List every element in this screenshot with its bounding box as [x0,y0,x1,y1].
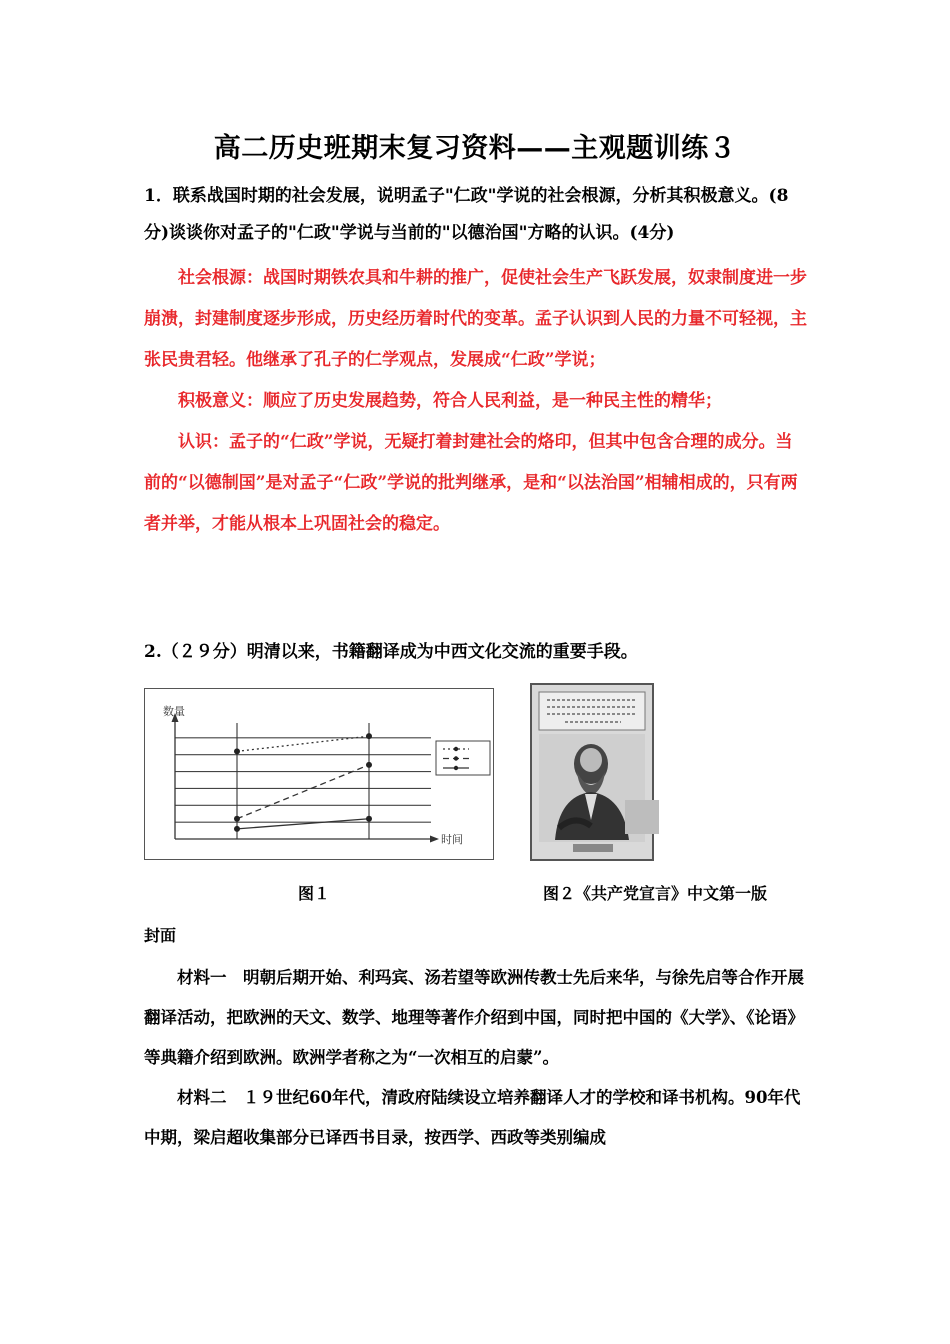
series-line-2 [237,765,369,819]
series-3-point-2 [366,816,372,822]
legend-marker-2 [454,756,458,760]
manifesto-cover-image [525,680,665,862]
series-2-point-1 [234,816,240,822]
line-chart [145,689,495,861]
materials [144,958,808,1158]
series-line-1 [237,736,369,751]
x-axis-label: 时间 [441,833,463,846]
legend [436,741,490,775]
series-2-point-2 [366,762,372,768]
answer-1 [144,258,808,545]
material-1: 材料一 明朝后期开始、利玛宾、汤若望等欧洲传教士先后来华，与徐先启等合作开展翻译活动，把欧洲的天文、数学、地理等著作介绍到中国，同时把中国的《大学》、《论语》等典籍介绍到欧洲。欧洲学者称之为“一次相互的启蒙”。 [144,968,804,1067]
question-2: 2.（２９分）明清以来，书籍翻译成为中西文化交流的重要手段。 [144,642,638,662]
figure-1-chart [144,688,494,860]
figure-2-caption-cont: 封面 [144,926,177,945]
legend-marker-3 [454,766,458,770]
series-3-point-1 [234,826,240,832]
series-1-point-2 [366,733,372,739]
y-axis-label: 数量 [163,705,185,718]
figure-1-caption: 图１ [298,884,331,903]
question-1: 1．联系战国时期的社会发展，说明孟子"仁政"学说的社会根源，分析其积极意义。(8分)谈谈你对孟子的"仁政"学说与当前的"以德治国"方略的认识。(4分) [144,186,789,243]
material-2: 材料二 １９世纪60年代，清政府陆续设立培养翻译人才的学校和译书机构。90年代中期，梁启超收集部分已译西书目录，按西学、西政等类别编成 [144,1088,801,1147]
figure-2-caption: 图２《共产党宣言》中文第一版 [543,884,768,903]
x-axis-arrow [430,836,439,843]
series-line-3 [237,819,369,829]
page-title: 高二历史班期末复习资料——主观题训练３ [213,133,737,164]
answer-opinion: 认识：孟子的“仁政”学说，无疑打着封建社会的烙印，但其中包含合理的成分。当前的“以德制国”是对孟子“仁政”学说的批判继承，是和“以法治国”相辅相成的，只有两者并举，才能从根本上巩固社会的稳定。 [144,432,798,534]
series-1-point-1 [234,748,240,754]
series-layer [234,733,372,832]
gridlines [175,738,431,822]
legend-marker-1 [454,747,458,751]
answer-social-roots: 社会根源：战国时期铁农具和牛耕的推广，促使社会生产飞跃发展，奴隶制度进一步崩溃，封建制度逐步形成，历史经历着时代的变革。孟子认识到人民的力量不可轻视，主张民贵君轻。他继承了孔子的仁学观点，发展成“仁政”学说； [144,268,807,370]
answer-significance: 积极意义：顺应了历史发展趋势，符合人民利益，是一种民主性的精华； [178,391,722,411]
